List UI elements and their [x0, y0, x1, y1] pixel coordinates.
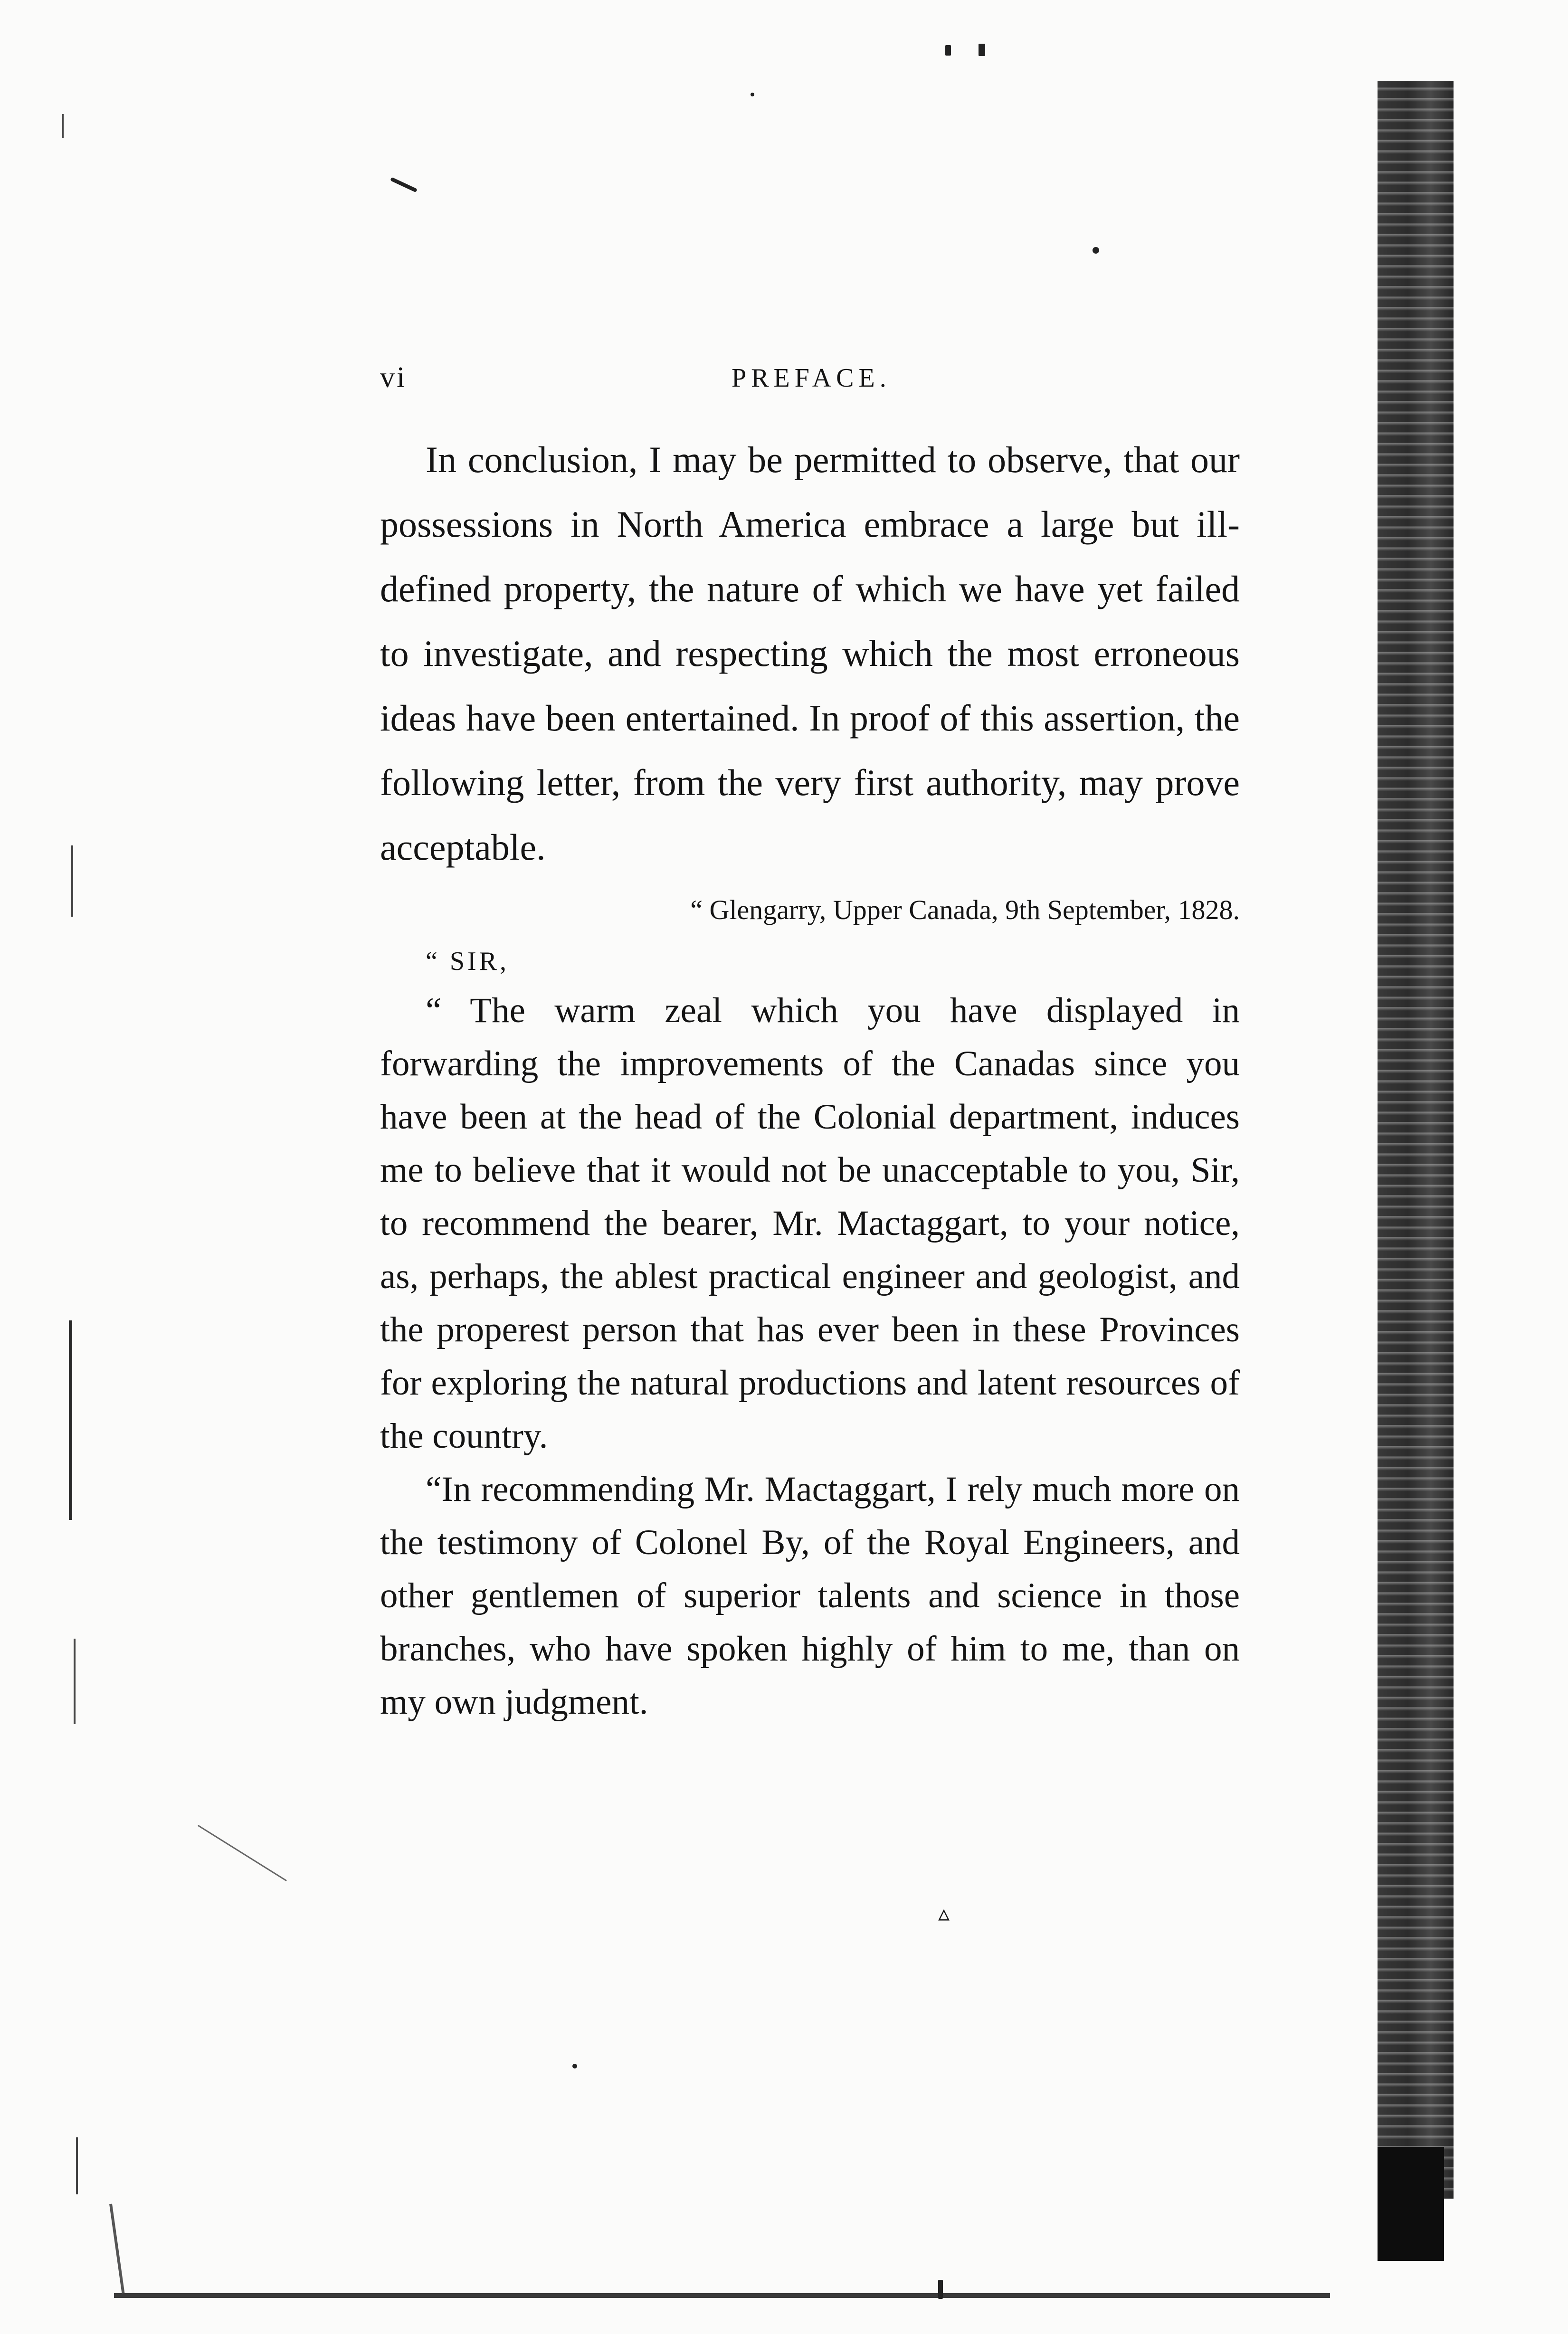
margin-mark — [71, 845, 73, 917]
binding-edge-bottom-shadow — [1378, 2147, 1444, 2261]
paragraph: “In recommending Mr. Mactaggart, I rely much more on the testimony of Colonel By, of the Royal Engineers, and other gentlemen of superior talents and science in those branches, who have spoken highly of him to me, than on my own judgment. — [380, 1470, 1240, 1722]
scan-speck — [390, 177, 418, 193]
scan-speck — [198, 1825, 287, 1881]
scan-speck — [572, 2064, 577, 2068]
margin-mark — [76, 2137, 78, 2194]
margin-mark — [62, 114, 64, 138]
scan-speck — [945, 45, 951, 56]
scan-speck — [751, 93, 754, 96]
bottom-left-edge-mark — [109, 2204, 124, 2294]
scan-speck — [938, 2280, 943, 2299]
paragraph: “ The warm zeal which you have displayed in forwarding the improvements of the Canadas since you have been at the head of the Colonial department, induces me to believe that it would not be unacceptable to you, Sir, to recommend the bearer, Mr. Mactaggart, to your notice, as, perhaps, the ablest practical engineer and geologist, and the properest person that has ever been in these Provinces for exploring the natural productions and latent resources of the country. — [380, 991, 1240, 1456]
bottom-page-edge — [114, 2293, 1330, 2298]
letter-salutation: “ SIR, — [426, 947, 509, 976]
binding-edge-shadow — [1378, 81, 1454, 2199]
margin-mark — [74, 1639, 76, 1724]
margin-mark — [69, 1320, 72, 1520]
letter-dateline: “ Glengarry, Upper Canada, 9th September, 1828. — [690, 894, 1240, 925]
page-number: vi — [380, 361, 407, 394]
ink-mark: ▵ — [938, 1901, 950, 1926]
body-text — [380, 427, 1240, 1729]
scan-speck — [1093, 247, 1099, 254]
scan-speck — [979, 44, 985, 56]
running-head: PREFACE. — [732, 363, 891, 393]
paragraph: In conclusion, I may be permitted to observe, that our possessions in North America embrace a large but ill-defined property, the nature of which we have yet failed to investigate, and respecting which the most erroneous ideas have been entertained. In proof of this assertion, the following letter, from the very first authority, may prove acceptable. — [380, 439, 1240, 868]
page-header — [380, 361, 1330, 404]
